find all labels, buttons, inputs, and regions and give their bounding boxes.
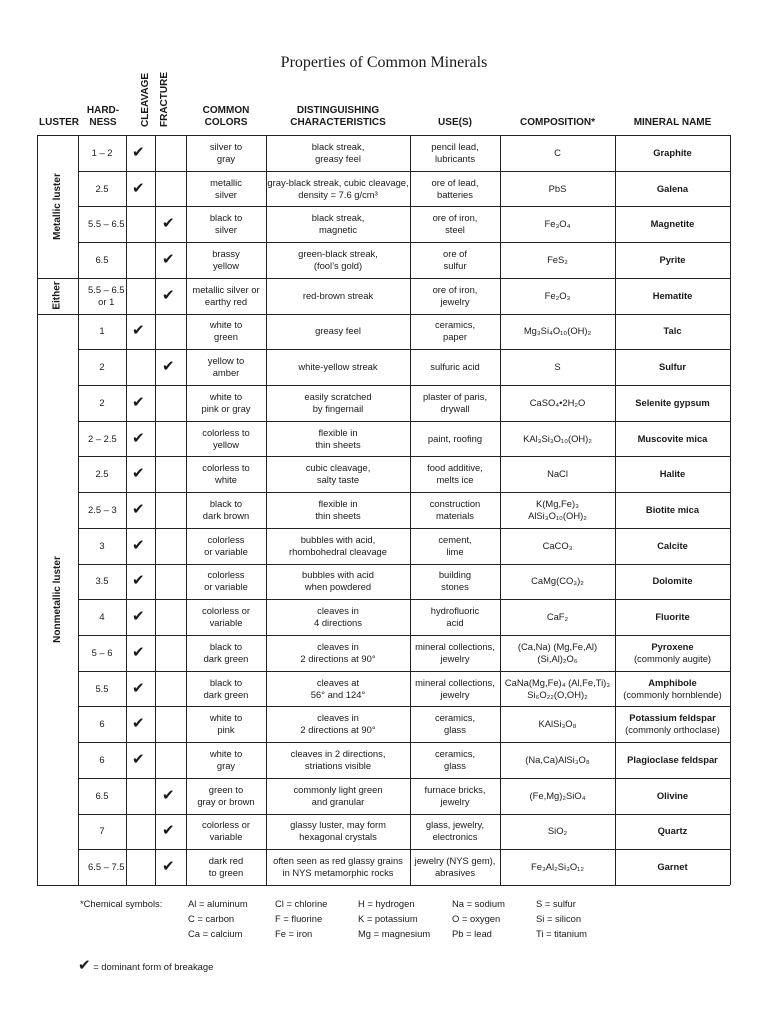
- uses-cell: paint, roofing: [427, 432, 483, 444]
- composition-cell: NaCl: [547, 468, 568, 480]
- check-icon: ✔: [132, 429, 145, 447]
- uses-cell: mineral collections, jewelry: [415, 640, 495, 664]
- check-icon: ✔: [162, 358, 175, 376]
- chemical-symbol: K = potassium: [358, 913, 418, 924]
- uses-cell: plaster of paris, drywall: [422, 390, 488, 414]
- mineral-name-note: (commonly orthoclase): [625, 724, 720, 736]
- uses-cell: construction materials: [429, 497, 481, 521]
- mineral-name-cell: Fluorite: [655, 611, 690, 623]
- mineral-name-cell: Muscovite mica: [637, 432, 708, 444]
- hardness-cell: 6.5: [95, 789, 109, 801]
- mineral-name-cell: Plagioclase feldspar: [627, 753, 718, 765]
- hardness-cell: 5.5 – 6.5: [88, 218, 125, 230]
- header-fracture: FRACTURE: [159, 72, 170, 127]
- mineral-name-cell: Hematite: [652, 289, 693, 301]
- legend-text: = dominant form of breakage: [93, 961, 214, 972]
- colors-cell: metallic silver: [210, 176, 242, 200]
- header-uses: USE(S): [438, 117, 472, 128]
- chemical-symbol: Na = sodium: [452, 898, 505, 909]
- characteristics-cell: greasy feel: [315, 325, 361, 337]
- colors-cell: metallic silver or earthy red: [192, 283, 260, 307]
- check-icon: ✔: [132, 715, 145, 733]
- mineral-name-cell: Olivine: [656, 789, 689, 801]
- composition-cell: (Ca,Na) (Mg,Fe,Al) (Si,Al)₂O₆: [517, 640, 598, 664]
- chemical-symbol: H = hydrogen: [358, 898, 415, 909]
- mineral-name-cell: [615, 671, 730, 707]
- characteristics-cell: glassy luster, may form hexagonal crystals: [290, 819, 386, 843]
- characteristics-cell: green-black streak, (fool’s gold): [298, 247, 378, 271]
- uses-cell: glass, jewelry, electronics: [425, 819, 485, 843]
- uses-cell: building stones: [438, 569, 472, 593]
- hardness-cell: 6: [99, 718, 105, 730]
- characteristics-cell: bubbles with acid when powdered: [302, 569, 374, 593]
- hardness-cell: 2: [99, 396, 105, 408]
- composition-cell: SiO₂: [547, 825, 568, 837]
- check-icon: ✔: [132, 679, 145, 697]
- check-icon: ✔: [132, 643, 145, 661]
- chemical-symbol: O = oxygen: [452, 913, 501, 924]
- uses-cell: ceramics, glass: [434, 747, 476, 771]
- header-hardness: HARD- NESS: [86, 105, 120, 128]
- composition-cell: CaSO₄•2H₂O: [529, 396, 586, 408]
- mineral-name-cell: [615, 706, 730, 742]
- check-icon: ✔: [132, 572, 145, 590]
- chemical-symbol: Mg = magnesium: [358, 928, 431, 939]
- chemical-symbol: Ca = calcium: [188, 928, 243, 939]
- mineral-name-cell: Quartz: [657, 825, 688, 837]
- check-icon: ✔: [132, 465, 145, 483]
- chemical-symbol: Pb = lead: [452, 928, 492, 939]
- column-divider: [730, 135, 731, 885]
- breakage-legend: [78, 956, 213, 974]
- composition-cell: CaCO₃: [542, 539, 573, 551]
- footnote-label: *Chemical symbols:: [80, 898, 163, 909]
- check-icon: ✔: [162, 251, 175, 268]
- chemical-symbol: Si = silicon: [536, 913, 582, 924]
- header-luster: LUSTER: [39, 117, 79, 128]
- group-label-metallic: Metallic luster: [51, 173, 63, 240]
- composition-cell: K(Mg,Fe)₃ AlSi₃O₁₀(OH)₂: [528, 497, 587, 521]
- check-icon: ✔: [132, 393, 145, 411]
- hardness-cell: 2.5: [95, 468, 109, 480]
- uses-cell: ore of iron, steel: [432, 212, 478, 236]
- mineral-name-cell: Dolomite: [652, 575, 693, 587]
- colors-cell: white to green: [209, 319, 243, 343]
- header-mineral-name: MINERAL NAME: [633, 117, 712, 128]
- mineral-name-cell: Galena: [656, 182, 689, 194]
- colors-cell: black to dark green: [203, 676, 249, 700]
- mineral-name-cell: Halite: [659, 468, 686, 480]
- uses-cell: sulfuric acid: [430, 361, 480, 373]
- hardness-cell: 4: [99, 611, 105, 623]
- group-label-nonmetallic: Nonmetallic luster: [51, 555, 63, 643]
- chemical-symbol: F = fluorine: [275, 913, 323, 924]
- mineral-name-cell: [615, 635, 730, 671]
- colors-cell: white to pink or gray: [201, 390, 251, 414]
- chemical-symbol: Cl = chlorine: [275, 898, 328, 909]
- mineral-name-cell: Pyrite: [659, 253, 686, 265]
- colors-cell: colorless to yellow: [202, 426, 250, 450]
- check-icon: ✔: [132, 608, 145, 626]
- hardness-cell: 2.5: [95, 182, 109, 194]
- chemical-symbol: Fe = iron: [275, 928, 313, 939]
- composition-cell: CaNa(Mg,Fe)₄ (Al,Fe,Ti)₃ Si₆O₂₂(O,OH)₂: [504, 676, 611, 700]
- check-icon: ✔: [162, 822, 175, 840]
- characteristics-cell: bubbles with acid, rhombohedral cleavage: [289, 533, 387, 557]
- header-composition: COMPOSITION*: [519, 117, 595, 128]
- characteristics-cell: cleaves in 4 directions: [314, 605, 362, 629]
- colors-cell: brassy yellow: [212, 247, 240, 271]
- check-icon: ✔: [162, 858, 175, 876]
- composition-cell: Fe₃Al₂Si₃O₁₂: [531, 861, 584, 873]
- characteristics-cell: often seen as red glassy grains in NYS metamorphic rocks: [273, 855, 403, 879]
- composition-cell: CaF₂: [546, 611, 569, 623]
- uses-cell: food additive, melts ice: [427, 462, 483, 486]
- colors-cell: colorless or variable: [204, 533, 248, 557]
- hardness-cell: 1 – 2: [91, 146, 113, 158]
- characteristics-cell: commonly light green and granular: [293, 783, 383, 807]
- mineral-name-cell: Graphite: [653, 146, 692, 158]
- mineral-name: Pyroxene: [651, 640, 694, 652]
- mineral-name-cell: Magnetite: [650, 218, 695, 230]
- colors-cell: colorless or variable: [202, 605, 250, 629]
- hardness-cell: 3: [99, 539, 105, 551]
- chemical-symbol: Ti = titanium: [536, 928, 587, 939]
- composition-cell: KAl₃Si₃O₁₀(OH)₂: [523, 432, 592, 444]
- uses-cell: furnace bricks, jewelry: [424, 783, 486, 807]
- composition-cell: Mg₃Si₄O₁₀(OH)₂: [523, 325, 592, 337]
- check-icon: ✔: [162, 786, 175, 804]
- colors-cell: yellow to amber: [207, 355, 245, 379]
- composition-cell: CaMg(CO₃)₂: [531, 575, 584, 587]
- mineral-name-cell: Talc: [663, 325, 682, 337]
- uses-cell: pencil lead, lubricants: [431, 140, 479, 164]
- check-icon: ✔: [132, 143, 145, 161]
- hardness-cell: 5.5 – 6.5 or 1: [88, 283, 125, 307]
- composition-cell: Fe₂O₃: [544, 289, 571, 301]
- characteristics-cell: flexible in thin sheets: [315, 497, 361, 521]
- check-icon: ✔: [162, 215, 175, 233]
- characteristics-cell: black streak, greasy feel: [311, 140, 365, 164]
- characteristics-cell: white-yellow streak: [298, 361, 378, 373]
- colors-cell: colorless or variable: [202, 819, 250, 843]
- uses-cell: cement, lime: [438, 533, 472, 557]
- uses-cell: hydrofluoric acid: [430, 605, 480, 629]
- composition-cell: PbS: [548, 182, 567, 194]
- mineral-name-note: (commonly augite): [633, 652, 712, 664]
- check-icon: ✔: [132, 179, 145, 197]
- hardness-cell: 5.5: [95, 682, 109, 694]
- characteristics-cell: black streak, magnetic: [311, 212, 365, 236]
- hardness-cell: 2 – 2.5: [88, 432, 117, 444]
- hardness-cell: 1: [99, 325, 105, 337]
- group-label-either: Either: [51, 281, 63, 310]
- column-divider: [126, 135, 127, 885]
- colors-cell: dark red to green: [208, 855, 244, 879]
- composition-cell: FeS₂: [547, 253, 568, 265]
- hardness-cell: 2: [99, 361, 105, 373]
- check-icon: ✔: [132, 501, 145, 518]
- header-colors: COMMON COLORS: [202, 105, 250, 128]
- minerals-table: [37, 135, 730, 885]
- composition-cell: (Fe,Mg)₂SiO₄: [529, 789, 586, 801]
- mineral-name-cell: Biotite mica: [645, 503, 700, 515]
- uses-cell: ore of iron, jewelry: [432, 283, 478, 307]
- colors-cell: black to dark green: [203, 640, 249, 664]
- colors-cell: white to pink: [209, 712, 243, 736]
- check-icon: ✔: [132, 751, 145, 768]
- header-cleavage: CLEAVAGE: [140, 72, 151, 127]
- composition-cell: C: [554, 146, 561, 158]
- column-divider: [37, 135, 38, 885]
- colors-cell: colorless or variable: [204, 569, 248, 593]
- colors-cell: white to gray: [209, 747, 243, 771]
- mineral-name-note: (commonly hornblende): [623, 688, 722, 700]
- characteristics-cell: gray-black streak, cubic cleavage, density = 7.6 g/cm³: [267, 176, 409, 200]
- characteristics-cell: flexible in thin sheets: [315, 426, 361, 450]
- mineral-name-cell: Sulfur: [658, 361, 687, 373]
- colors-cell: green to gray or brown: [197, 783, 255, 807]
- characteristics-cell: cubic cleavage, salty taste: [305, 462, 371, 486]
- column-divider: [155, 135, 156, 885]
- uses-cell: ore of lead, batteries: [431, 176, 479, 200]
- mineral-name-cell: Calcite: [657, 539, 688, 551]
- mineral-name: Potassium feldspar: [629, 712, 716, 724]
- check-icon: ✔: [132, 536, 145, 554]
- header-characteristics: DISTINGUISHING CHARACTERISTICS: [290, 105, 386, 128]
- hardness-cell: 7: [99, 825, 105, 837]
- check-icon: ✔: [132, 322, 145, 340]
- uses-cell: ceramics, glass: [434, 712, 476, 736]
- characteristics-cell: cleaves at 56° and 124°: [310, 676, 366, 700]
- row-divider: [37, 885, 730, 886]
- hardness-cell: 6: [99, 753, 105, 765]
- composition-cell: (Na,Ca)AlSi₃O₈: [525, 753, 590, 765]
- hardness-cell: 6.5 – 7.5: [88, 861, 125, 873]
- chemical-symbol: S = sulfur: [536, 898, 576, 909]
- page-title: Properties of Common Minerals: [280, 54, 488, 71]
- colors-cell: colorless to white: [202, 462, 250, 486]
- check-icon: ✔: [78, 957, 91, 974]
- uses-cell: jewelry (NYS gem), abrasives: [414, 855, 496, 879]
- colors-cell: silver to gray: [209, 140, 243, 164]
- mineral-name: Amphibole: [648, 676, 697, 688]
- characteristics-cell: cleaves in 2 directions at 90°: [300, 640, 376, 664]
- composition-cell: KAlSi₃O₈: [538, 718, 577, 730]
- characteristics-cell: red-brown streak: [302, 289, 374, 301]
- mineral-name-cell: Garnet: [657, 861, 688, 873]
- characteristics-cell: cleaves in 2 directions at 90°: [300, 712, 376, 736]
- composition-cell: Fe₃O₄: [544, 218, 571, 230]
- check-icon: ✔: [162, 286, 175, 304]
- composition-cell: S: [554, 361, 561, 373]
- hardness-cell: 6.5: [95, 253, 109, 265]
- uses-cell: ore of sulfur: [443, 247, 467, 271]
- uses-cell: mineral collections, jewelry: [415, 676, 495, 700]
- chemical-symbol: Al = aluminum: [188, 898, 248, 909]
- characteristics-cell: cleaves in 2 directions, striations visible: [290, 747, 386, 771]
- hardness-cell: 3.5: [95, 575, 109, 587]
- hardness-cell: 5 – 6: [91, 646, 113, 658]
- chemical-symbol: C = carbon: [188, 913, 235, 924]
- characteristics-cell: easily scratched by fingernail: [304, 390, 372, 414]
- hardness-cell: 2.5 – 3: [88, 503, 117, 515]
- colors-cell: black to silver: [209, 212, 243, 236]
- colors-cell: black to dark brown: [202, 497, 250, 521]
- uses-cell: ceramics, paper: [434, 319, 476, 343]
- mineral-name-cell: Selenite gypsum: [635, 396, 710, 408]
